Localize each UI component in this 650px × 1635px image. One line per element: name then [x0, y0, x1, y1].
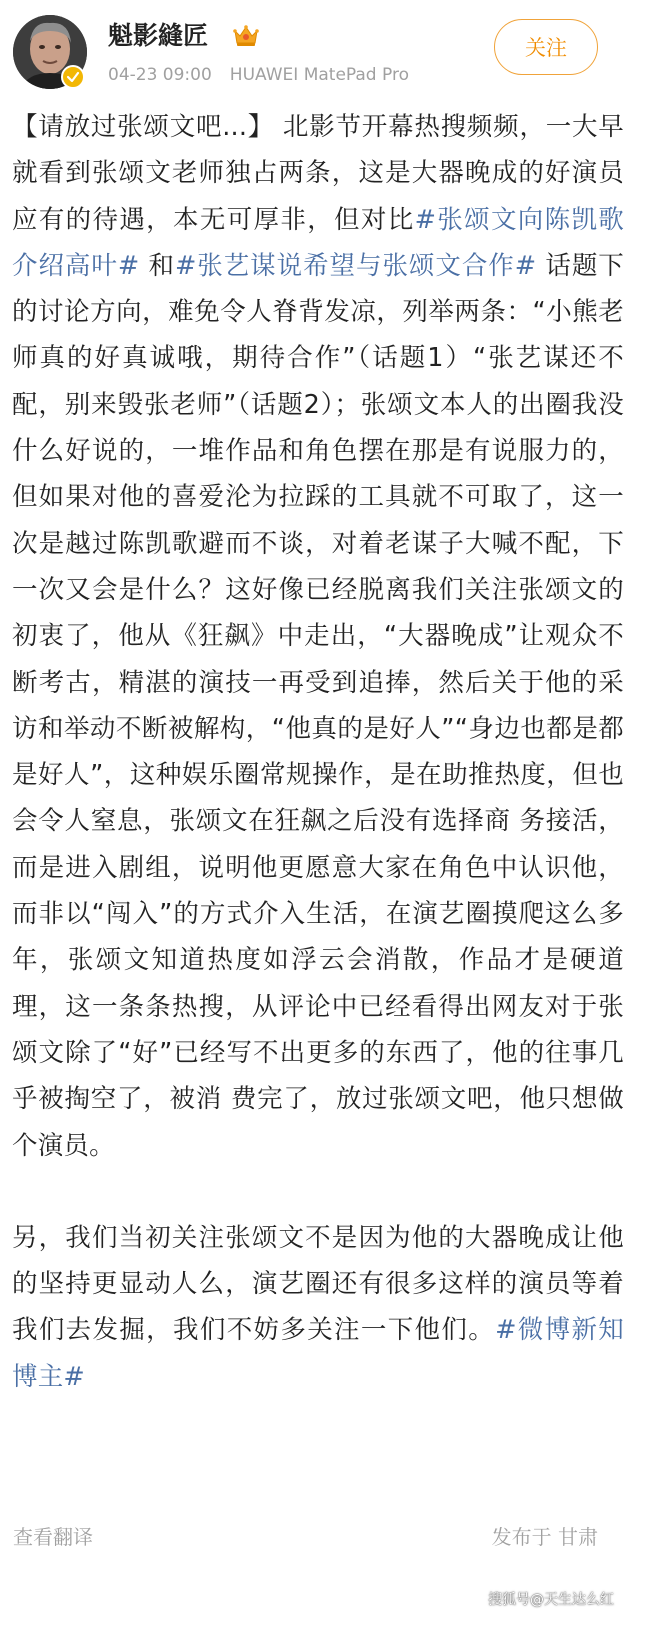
post-date: 04-23 09:00: [108, 65, 212, 85]
post-paragraph-2: [12, 1215, 624, 1400]
post-header: [0, 0, 650, 100]
username[interactable]: 魁影縫匠: [108, 21, 209, 50]
post-meta: [108, 63, 409, 87]
translate-link[interactable]: 查看翻译: [13, 1525, 93, 1549]
verified-badge-icon: [61, 65, 85, 89]
hashtag-link[interactable]: #张颂文向陈凯歌介绍高叶#: [12, 204, 624, 281]
paragraph-gap: [12, 1169, 624, 1215]
post-text: 【请放过张颂文吧...】 北影节开幕热搜频频，一大早就看到张颂文老师独占两条，这是大器晚成的好演员应有的待遇，本无可厚非，但对比: [12, 112, 624, 235]
post-text: 和: [139, 250, 175, 281]
post-paragraph-1: [12, 104, 624, 1169]
crown-icon: [232, 21, 260, 49]
post-content: [12, 104, 624, 1400]
post-footer: [0, 1515, 650, 1555]
post-text: 话题下的讨论方向，难免令人脊背发凉，列举两条：“小熊老师真的好真诚哦，期待合作”（话题1）“张艺谋还不配，别来毁张老师”（话题2）；张颂文本人的出圈我没什么好说的，一堆作品和角色摆在那是有说服力的，但如果对他的喜爱沦为拉踩的工具就不可取了，这一次是越过陈凯歌避而不谈，对着老谋子大喊不配，下一次又会是什么？这好像已经脱离我们关注张颂文的初衷了，他从《狂飙》中走出，“大器晚成”让观众不断考古，精湛的演技一再受到追捧，然后关于他的采访和举动不断被解构，“他真的是好人”“身边也都是都是好人”，这种娱乐圈常规操作，是在助推热度，但也会令人窒息，张颂文在狂飙之后没有选择商 务接活，而是进入剧组，说明他更愿意大家在角色中认识他，而非以“闯入”的方式介入生活，在演艺圈摸爬这么多年，张颂文知道热度如浮云会消散，作品才是硬道理，这一条条热搜，从评论中已经看得出网友对于张颂文除了“好”已经写不出更多的东西了，他的往事几乎被掏空了，被消 费完了，放过张颂文吧，他只想做个演员。: [12, 250, 625, 1161]
post-location: 发布于 甘肃: [491, 1525, 598, 1549]
hashtag-link[interactable]: #张艺谋说希望与张颂文合作#: [174, 250, 537, 281]
post-text: 另，我们当初关注张颂文不是因为他的大器晚成让他的坚持更显动人么，演艺圈还有很多这样的演员等着我们去发掘，我们不妨多关注一下他们。: [12, 1222, 624, 1346]
post-device: HUAWEI MatePad Pro: [229, 65, 409, 85]
hashtag-link[interactable]: #微博新知博主#: [12, 1315, 624, 1392]
follow-button[interactable]: 关注: [494, 19, 598, 75]
watermark: 搜狐号@天生达么红: [488, 1592, 614, 1608]
